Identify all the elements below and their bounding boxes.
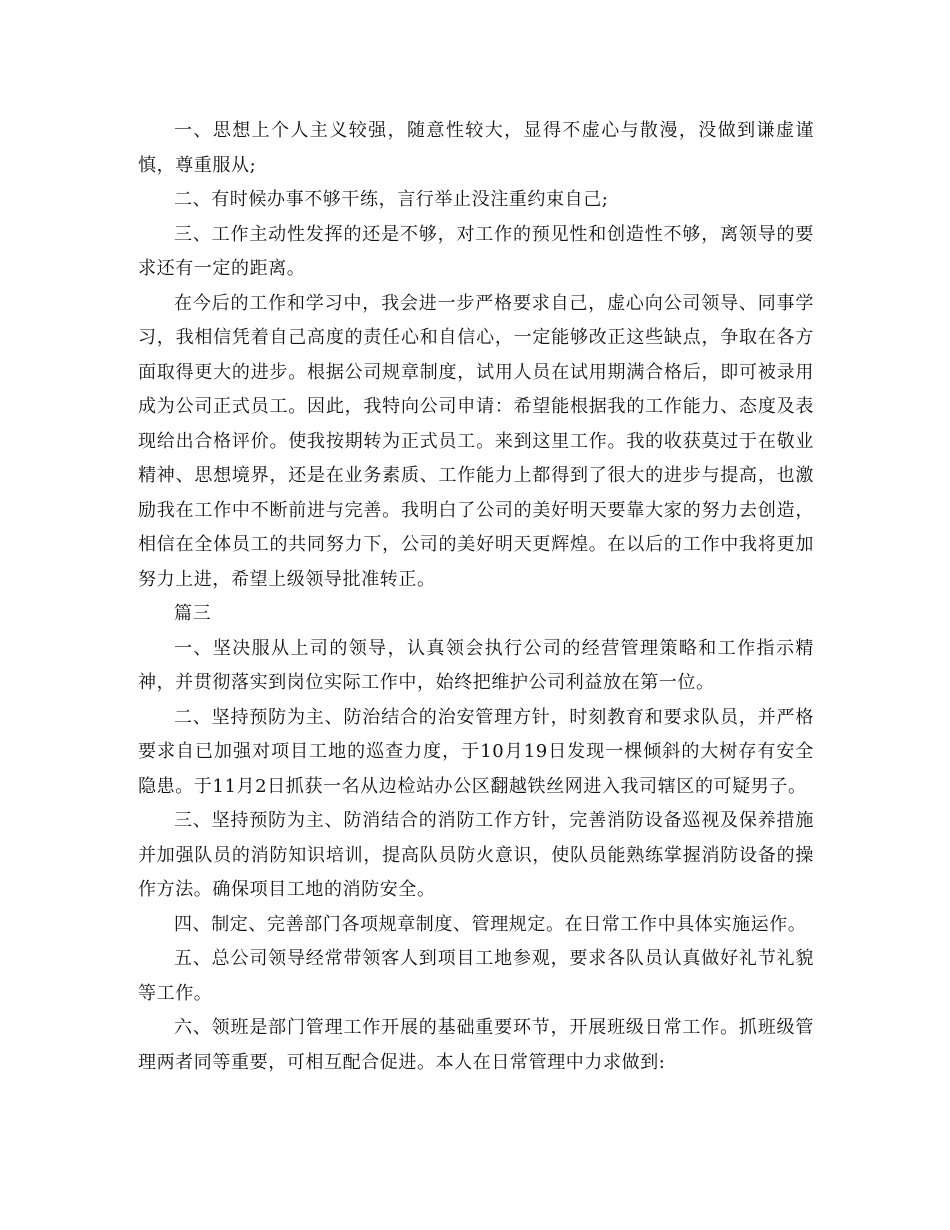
paragraph-shortcoming-3: 三、工作主动性发挥的还是不够，对工作的预见性和创造性不够，离领导的要求还有一定的距离。 — [138, 223, 814, 279]
paragraph-item-2: 二、坚持预防为主、防治结合的治安管理方针，时刻教育和要求队员，并严格要求自已加强对项目工地的巡查力度，于10月19日发现一棵倾斜的大树存有安全隐患。于11月2日抓获一名从边检站办公区翻越铁丝网进入我司辖区的可疑男子。 — [138, 706, 814, 797]
paragraph-shortcoming-2: 二、有时候办事不够干练，言行举止没注重约束自己; — [174, 189, 609, 210]
paragraph-item-3: 三、坚持预防为主、防消结合的消防工作方针，完善消防设备巡视及保养措施并加强队员的消防知识培训，提高队员防火意识，使队员能熟练掌握消防设备的操作方法。确保项目工地的消防安全。 — [138, 810, 814, 900]
paragraph-item-5: 五、总公司领导经常带领客人到项目工地参观，要求各队员认真做好礼节礼貌等工作。 — [138, 948, 814, 1004]
document-body — [138, 114, 814, 1080]
paragraph-future-plan: 在今后的工作和学习中，我会进一步严格要求自己，虚心向公司领导、同事学习，我相信凭着自己高度的责任心和自信心，一定能够改正这些缺点，争取在各方面取得更大的进步。根据公司规章制度，试用人员在试用期满合格后，即可被录用成为公司正式员工。因此，我特向公司申请：希望能根据我的工作能力、态度及表现给出合格评价。使我按期转为正式员工。来到这里工作。我的收获莫过于在敬业精神、思想境界，还是在业务素质、工作能力上都得到了很大的进步与提高，也激励我在工作中不断前进与完善。我明白了公司的美好明天要靠大家的努力去创造，相信在全体员工的共同努力下，公司的美好明天更辉煌。在以后的工作中我将更加努力上进，希望上级领导批准转正。 — [138, 292, 814, 590]
section-heading-part-three: 篇三 — [174, 603, 212, 624]
paragraph-shortcoming-1: 一、思想上个人主义较强，随意性较大，显得不虚心与散漫，没做到谦虚谨慎，尊重服从; — [138, 120, 814, 176]
paragraph-item-6: 六、领班是部门管理工作开展的基础重要环节，开展班级日常工作。抓班级管理两者同等重要，可相互配合促进。本人在日常管理中力求做到: — [138, 1017, 814, 1073]
paragraph-item-1: 一、坚决服从上司的领导，认真领会执行公司的经营管理策略和工作指示精神，并贯彻落实到岗位实际工作中，始终把维护公司利益放在第一位。 — [138, 637, 814, 693]
paragraph-item-4: 四、制定、完善部门各项规章制度、管理规定。在日常工作中具体实施运作。 — [174, 913, 807, 935]
